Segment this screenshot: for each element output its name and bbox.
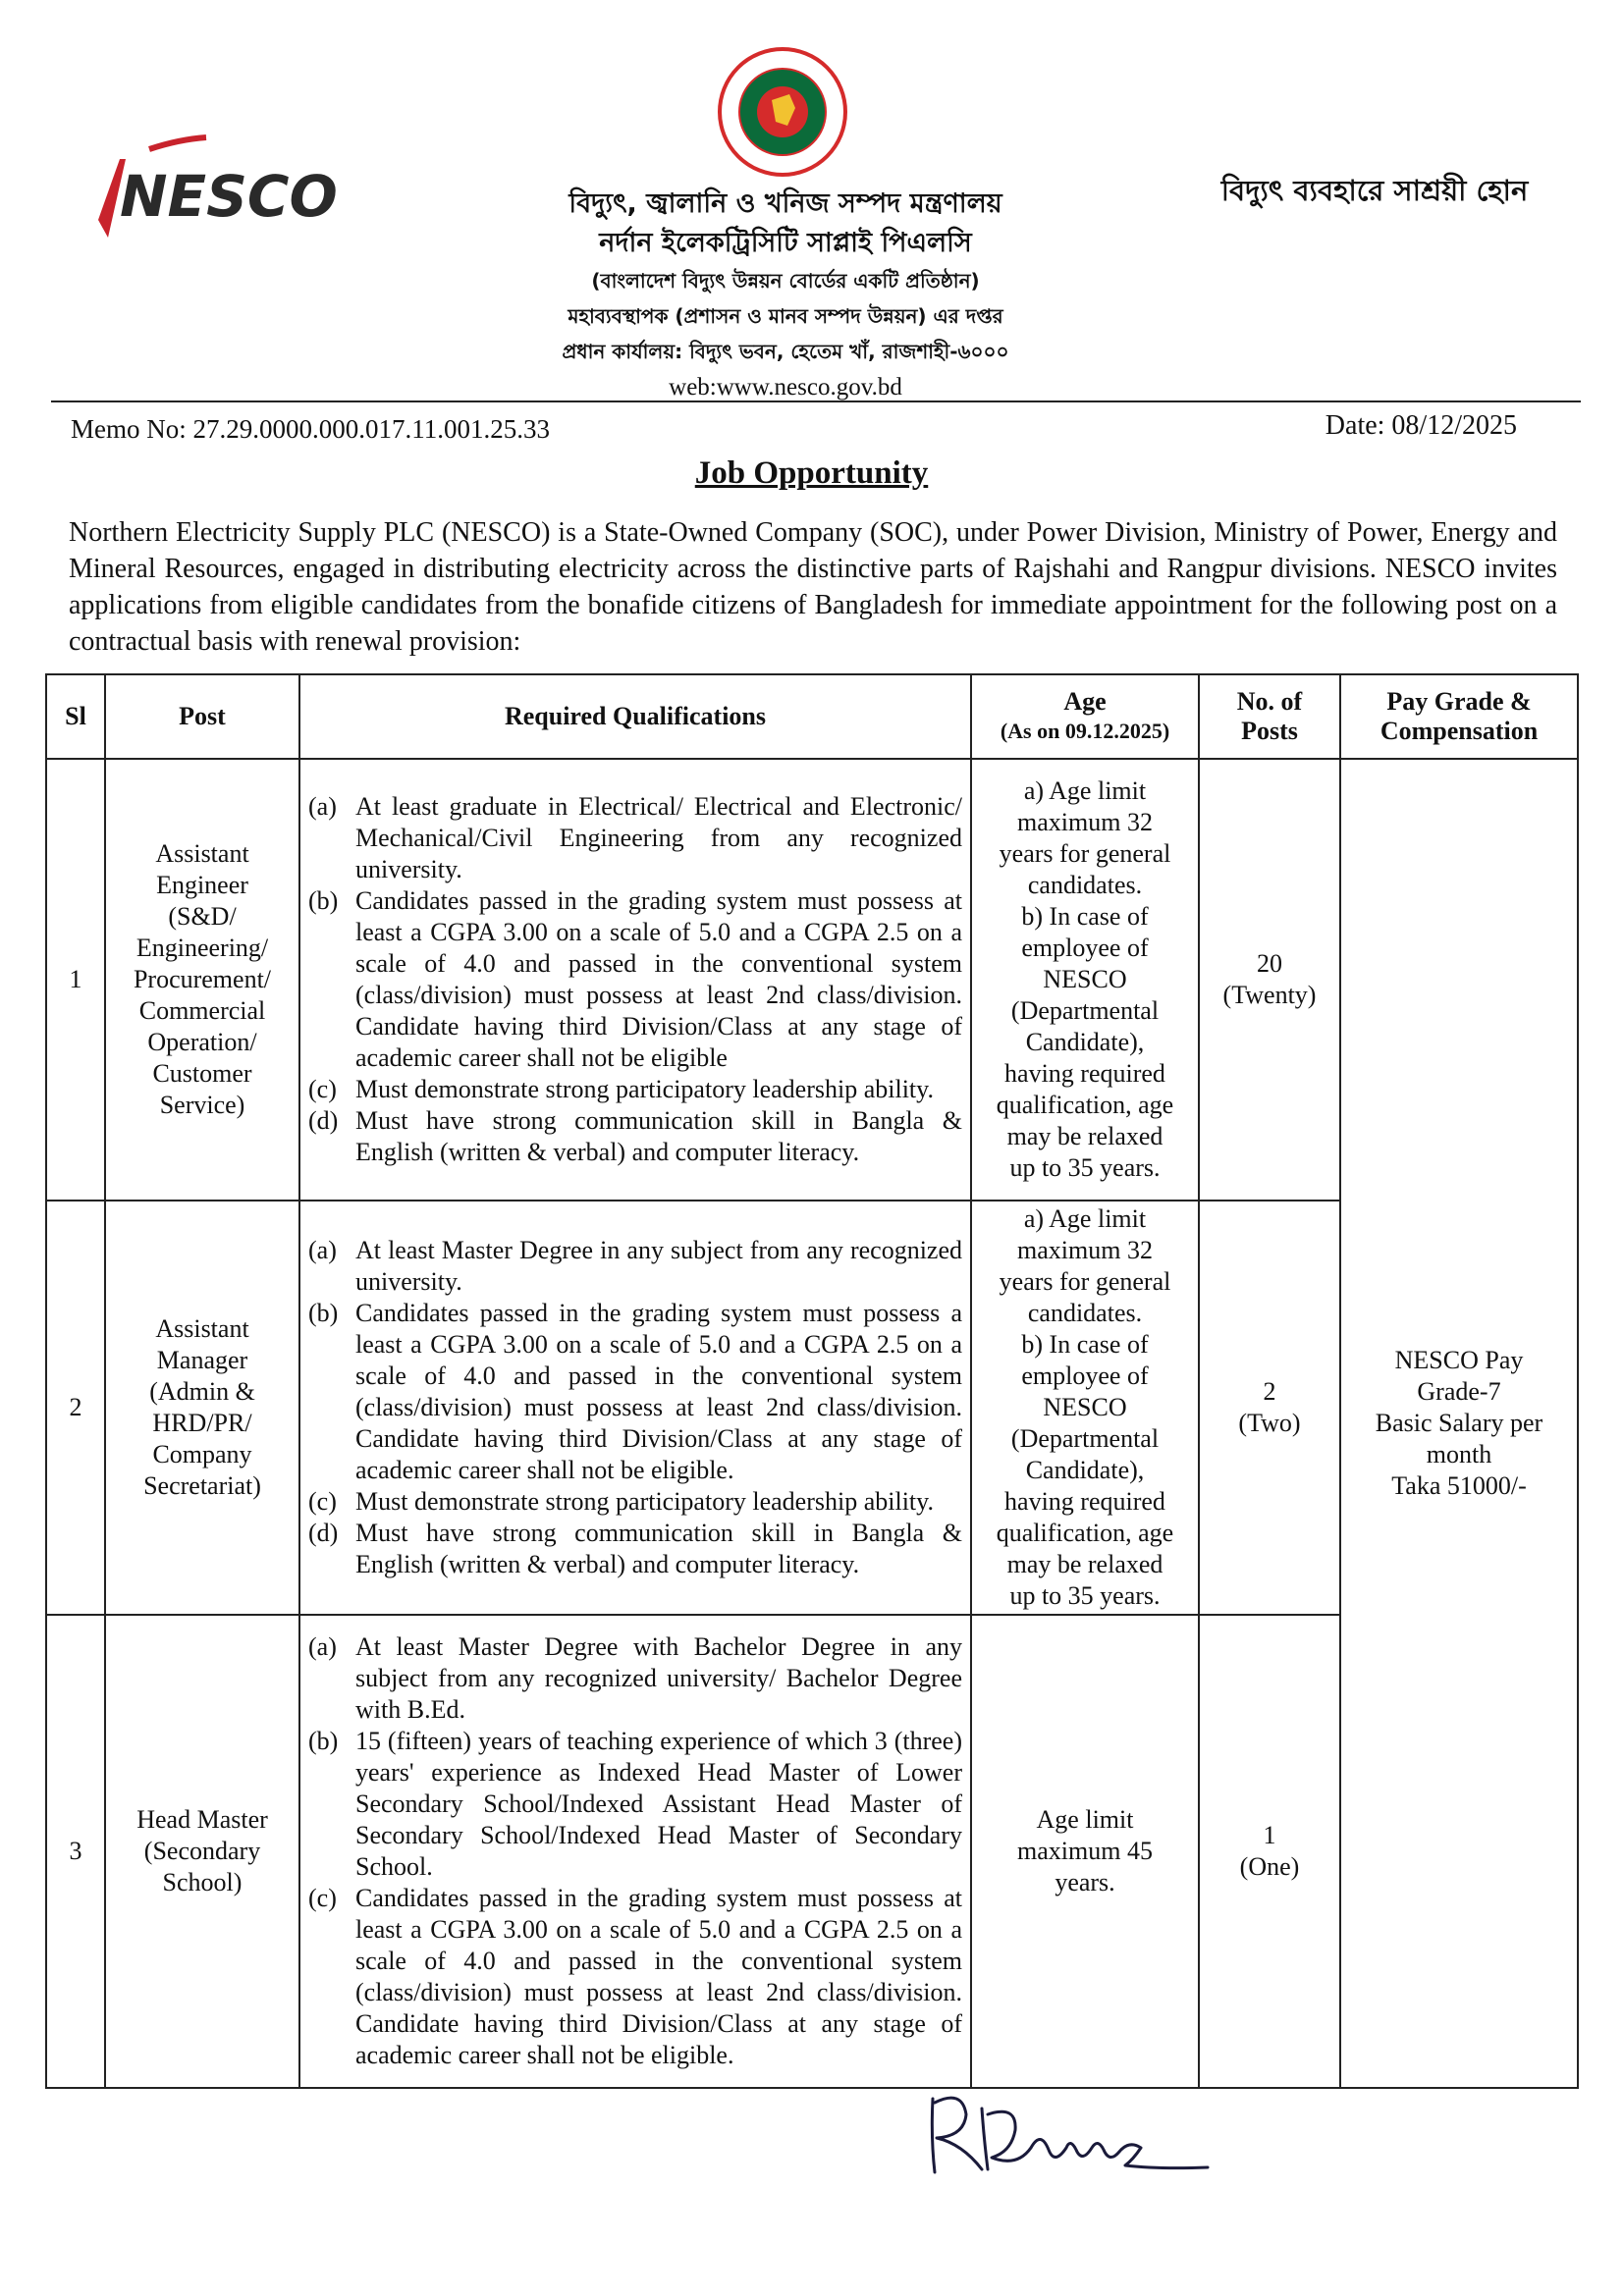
qualification-text: At least graduate in Electrical/ Electrical and Electronic/ Mechanical/Civil Engineering from any recognized university. [355, 792, 962, 883]
header-qualifications: Required Qualifications [299, 674, 971, 759]
cell-post [105, 1201, 299, 1615]
post-line: Secretariat) [143, 1471, 261, 1500]
posts-line: (Two) [1238, 1409, 1301, 1437]
qualification-marker: (d) [308, 1106, 339, 1135]
age-line: NESCO [1043, 1393, 1127, 1421]
age-line: employee of [1021, 934, 1149, 962]
header-sl: Sl [46, 674, 105, 759]
qualification-item [308, 1631, 962, 1726]
memo-date: Date: 08/12/2025 [1325, 410, 1517, 441]
header-posts-line1: No. of [1236, 687, 1303, 716]
cell-posts [1199, 1615, 1340, 2088]
qualification-marker: (b) [308, 1727, 339, 1755]
post-line: Engineer [156, 871, 248, 899]
post-line: Assistant [155, 839, 249, 868]
qualification-text: Candidates passed in the grading system must possess at least a CGPA 3.00 on a scale of 5.0 and a CGPA 2.5 on a scale of 4.0 and passed in the conventional system (class/division) must possess at least 2nd class/division. Candidate having third Division/Class at any stage of academic career shall not be eligible. [355, 1884, 962, 2069]
qualification-marker: (b) [308, 886, 339, 915]
qualification-item [308, 791, 962, 885]
qualification-marker: (b) [308, 1299, 339, 1327]
office-name: মহাব্যবস্থাপক (প্রশাসন ও মানব সম্পদ উন্নয়ন) এর দপ্তর [568, 304, 1003, 328]
pay-line: NESCO Pay [1394, 1346, 1524, 1374]
qualification-item [308, 1298, 962, 1486]
qualification-item [308, 885, 962, 1074]
cell-sl: 3 [46, 1615, 105, 2088]
posts-line: (Twenty) [1222, 981, 1317, 1009]
website: web:www.nesco.gov.bd [669, 374, 902, 400]
header-pay [1340, 674, 1578, 759]
qualification-list [308, 1631, 962, 2071]
nesco-logo [90, 130, 346, 247]
age-line: qualification, age [996, 1519, 1174, 1547]
age-line: maximum 45 [1017, 1837, 1153, 1865]
qualification-text: At least Master Degree in any subject from any recognized university. [355, 1236, 962, 1296]
post-line: School) [162, 1868, 243, 1896]
cell-age [971, 1201, 1199, 1615]
cell-post [105, 759, 299, 1201]
qualification-marker: (c) [308, 1487, 337, 1516]
qualification-text: At least Master Degree with Bachelor Degree in any subject from any recognized university/ Bachelor Degree with B.Ed. [355, 1632, 962, 1724]
age-line: having required [1004, 1487, 1165, 1516]
slogan: বিদ্যুৎ ব্যবহারে সাশ্রয়ী হোন [1220, 174, 1529, 207]
age-line: employee of [1021, 1362, 1149, 1390]
board-name: (বাংলাদেশ বিদ্যুৎ উন্নয়ন বোর্ডের একটি প্রতিষ্ঠান) [591, 269, 980, 293]
post-line: Engineering/ [135, 934, 269, 962]
age-line: a) Age limit [1023, 776, 1147, 805]
qualification-marker: (c) [308, 1884, 337, 1912]
qualification-item [308, 1518, 962, 1580]
cell-qualifications [299, 759, 971, 1201]
cell-qualifications [299, 1615, 971, 2088]
page-title: Job Opportunity [694, 455, 929, 491]
age-line: qualification, age [996, 1091, 1174, 1119]
memo-number: Memo No: 27.29.0000.000.017.11.001.25.33 [71, 414, 550, 444]
header-age [971, 674, 1199, 759]
age-line: up to 35 years. [1009, 1153, 1161, 1182]
posts-line: (One) [1239, 1852, 1300, 1881]
post-line: (Secondary [143, 1837, 261, 1865]
header-pay-line2: Compensation [1380, 717, 1539, 745]
age-line: b) In case of [1021, 1330, 1149, 1359]
age-line: (Departmental [1010, 1424, 1160, 1453]
age-line: may be relaxed [1006, 1122, 1163, 1150]
government-seal [709, 43, 856, 181]
age-line: may be relaxed [1006, 1550, 1163, 1578]
post-line: Manager [156, 1346, 248, 1374]
intro-paragraph: Northern Electricity Supply PLC (NESCO) is a State-Owned Company (SOC), under Power Division, Ministry of Power, Energy and Mineral Resources, engaged in distributing electricity across the distinctive parts of Rajshahi and Rangpur divisions. NESCO invites applications from eligible candidates from the bonafide citizens of Bangladesh for immediate appointment for the following post on a contractual basis with renewal provision: [69, 517, 1557, 657]
age-line: b) In case of [1021, 902, 1149, 931]
post-line: Head Master [136, 1805, 268, 1834]
cell-age [971, 759, 1199, 1201]
qualification-text: Must have strong communication skill in Bangla & English (written & verbal) and computer literacy. [355, 1106, 962, 1166]
cell-sl: 2 [46, 1201, 105, 1615]
qualification-text: Must have strong communication skill in Bangla & English (written & verbal) and computer literacy. [355, 1519, 962, 1578]
age-line: NESCO [1043, 965, 1127, 993]
qualification-item [308, 1726, 962, 1883]
pay-line: Basic Salary per [1375, 1409, 1543, 1437]
post-line: Customer [152, 1059, 252, 1088]
age-line: years for general [999, 839, 1171, 868]
age-line: Age limit [1036, 1805, 1134, 1834]
age-line: having required [1004, 1059, 1165, 1088]
age-line: years. [1055, 1868, 1115, 1896]
qualification-text: Must demonstrate strong participatory leadership ability. [355, 1075, 934, 1103]
cell-post [105, 1615, 299, 2088]
qualification-marker: (d) [308, 1519, 339, 1547]
cell-pay-grade [1340, 759, 1578, 2088]
header-posts [1199, 674, 1340, 759]
age-line: Candidate), [1025, 1456, 1145, 1484]
qualification-list [308, 791, 962, 1168]
qualification-item [308, 1235, 962, 1298]
age-line: candidates. [1027, 871, 1143, 899]
qualification-item [308, 1074, 962, 1105]
posts-line: 1 [1263, 1821, 1276, 1849]
post-line: Assistant [155, 1314, 249, 1343]
posts-line: 20 [1257, 949, 1282, 978]
qualification-text: Must demonstrate strong participatory leadership ability. [355, 1487, 934, 1516]
post-line: Operation/ [147, 1028, 257, 1056]
age-line: maximum 32 [1017, 808, 1153, 836]
age-line: a) Age limit [1023, 1204, 1147, 1233]
post-line: (Admin & [149, 1377, 255, 1406]
qualification-list [308, 1235, 962, 1580]
header-age-label: Age [1063, 687, 1107, 716]
address: প্রধান কার্যালয়: বিদ্যুৎ ভবন, হেতেম খাঁ, রাজশাহী-৬০০০ [562, 340, 1009, 363]
header-pay-line1: Pay Grade & [1386, 687, 1532, 716]
header-divider [51, 400, 1581, 402]
qualification-text: Candidates passed in the grading system must possess at least a CGPA 3.00 on a scale of 5.0 and a CGPA 2.5 on a scale of 4.0 and passed in the conventional system (class/division) must possess at least 2nd class/division. Candidate having third Division/Class at any stage of academic career shall not be eligible [355, 886, 962, 1072]
header-age-date: (As on 09.12.2025) [1000, 719, 1170, 743]
qualification-text: Candidates passed in the grading system must possess a least a CGPA 3.00 on a scale of 5.0 and a CGPA 2.5 on a scale of 4.0 and passed in the conventional system (class/division) must possess at least 2nd class/division. Candidate having third Division/Class at any stage of academic career shall not be eligible. [355, 1299, 962, 1484]
qualification-marker: (a) [308, 1632, 337, 1661]
pay-line: month [1426, 1440, 1492, 1468]
header-posts-line2: Posts [1241, 717, 1298, 745]
post-line: Service) [159, 1091, 245, 1119]
cell-age [971, 1615, 1199, 2088]
cell-sl: 1 [46, 759, 105, 1201]
age-line: Candidate), [1025, 1028, 1145, 1056]
age-line: up to 35 years. [1009, 1581, 1161, 1610]
post-line: Company [152, 1440, 252, 1468]
qualification-marker: (a) [308, 1236, 337, 1264]
age-line: years for general [999, 1267, 1171, 1296]
cell-posts [1199, 1201, 1340, 1615]
logo-text: NESCO [120, 163, 338, 230]
qualification-text: 15 (fifteen) years of teaching experience of which 3 (three) years' experience as Indexed Head Master of Lower Secondary School/Indexed Assistant Head Master of Secondary School/Indexed Head Master of Secondary School. [355, 1727, 962, 1881]
table-header-row [46, 674, 1578, 759]
qualification-item [308, 1486, 962, 1518]
post-line: HRD/PR/ [152, 1409, 252, 1437]
age-line: maximum 32 [1017, 1236, 1153, 1264]
ministry-name: বিদ্যুৎ, জ্বালানি ও খনিজ সম্পদ মন্ত্রণালয় [568, 188, 1002, 219]
age-line: candidates. [1027, 1299, 1143, 1327]
post-line: (S&D/ [168, 902, 237, 931]
job-table [45, 673, 1579, 2089]
pay-line: Taka 51000/- [1391, 1471, 1527, 1500]
posts-line: 2 [1263, 1377, 1276, 1406]
organization-header [511, 185, 1060, 406]
table-row [46, 759, 1578, 1201]
header-post: Post [105, 674, 299, 759]
signature [923, 2079, 1217, 2187]
cell-qualifications [299, 1201, 971, 1615]
post-line: Commercial [138, 996, 266, 1025]
age-line: (Departmental [1010, 996, 1160, 1025]
cell-posts [1199, 759, 1340, 1201]
company-name: নর্দান ইলেকট্রিসিটি সাপ্লাই পিএলসি [599, 228, 972, 258]
qualification-marker: (c) [308, 1075, 337, 1103]
logo-arc [149, 137, 206, 149]
post-line: Procurement/ [133, 965, 272, 993]
qualification-item [308, 1105, 962, 1168]
pay-line: Grade-7 [1417, 1377, 1501, 1406]
qualification-marker: (a) [308, 792, 337, 821]
qualification-item [308, 1883, 962, 2071]
